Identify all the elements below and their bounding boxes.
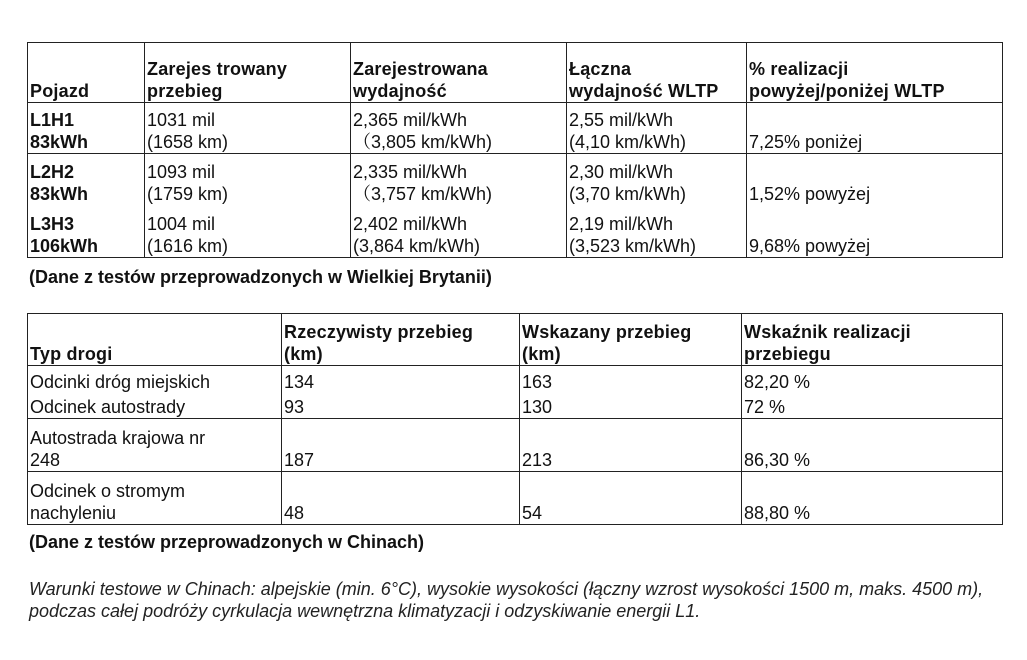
road-type-cell: Autostrada krajowa nr 248 bbox=[28, 419, 282, 472]
table-row bbox=[28, 393, 1003, 419]
china-table-caption: (Dane z testów przeprowadzonych w Chinach) bbox=[29, 532, 425, 552]
table-row bbox=[28, 205, 1003, 258]
range-ratio-cell: 72 % bbox=[742, 393, 1003, 419]
header-indicated-range: Wskazany przebieg (km) bbox=[520, 314, 742, 366]
header-road-type: Typ drogi bbox=[28, 314, 282, 366]
vehicle-cell: L1H1 83kWh bbox=[28, 103, 145, 154]
uk-table-caption: (Dane z testów przeprowadzonych w Wielkiej Brytanii) bbox=[29, 267, 492, 287]
header-range-ratio: Wskaźnik realizacji przebiegu bbox=[742, 314, 1003, 366]
actual-range-cell: 93 bbox=[282, 393, 520, 419]
range-cell: 1004 mil (1616 km) bbox=[145, 205, 351, 258]
table-row bbox=[28, 103, 1003, 154]
table-row bbox=[28, 472, 1003, 525]
table2-header-row bbox=[28, 314, 1003, 366]
test-conditions-note: Warunki testowe w Chinach: alpejskie (min. 6°C), wysokie wysokości (łączny wzrost wysokości 1500 m, maks. 4500 m), podczas całej podróży cyrkulacja wewnętrzna klimatyzacji i odzyskiwanie energii L1. bbox=[29, 579, 984, 621]
wltp-cell: 2,30 mil/kWh (3,70 km/kWh) bbox=[567, 154, 747, 205]
road-type-cell: Odcinki dróg miejskich bbox=[28, 366, 282, 393]
indicated-range-cell: 130 bbox=[520, 393, 742, 419]
wltp-cell: 2,19 mil/kWh (3,523 km/kWh) bbox=[567, 205, 747, 258]
table-row bbox=[28, 154, 1003, 205]
range-ratio-cell: 82,20 % bbox=[742, 366, 1003, 393]
realization-cell: 9,68% powyżej bbox=[747, 205, 1003, 258]
uk-test-table bbox=[27, 42, 1003, 258]
efficiency-cell: 2,365 mil/kWh （3,805 km/kWh) bbox=[351, 103, 567, 154]
table-row bbox=[28, 366, 1003, 393]
road-type-cell: Odcinek autostrady bbox=[28, 393, 282, 419]
table-row bbox=[28, 419, 1003, 472]
indicated-range-cell: 163 bbox=[520, 366, 742, 393]
vehicle-cell: L2H2 83kWh bbox=[28, 154, 145, 205]
table1-header-row bbox=[28, 43, 1003, 103]
header-realization: % realizacji powyżej/poniżej WLTP bbox=[747, 43, 1003, 103]
actual-range-cell: 48 bbox=[282, 472, 520, 525]
header-wltp-efficiency: Łączna wydajność WLTP bbox=[567, 43, 747, 103]
range-cell: 1093 mil (1759 km) bbox=[145, 154, 351, 205]
actual-range-cell: 134 bbox=[282, 366, 520, 393]
realization-cell: 1,52% powyżej bbox=[747, 154, 1003, 205]
vehicle-cell: L3H3 106kWh bbox=[28, 205, 145, 258]
road-type-cell: Odcinek o stromym nachyleniu bbox=[28, 472, 282, 525]
header-vehicle: Pojazd bbox=[28, 43, 145, 103]
indicated-range-cell: 213 bbox=[520, 419, 742, 472]
header-actual-range: Rzeczywisty przebieg (km) bbox=[282, 314, 520, 366]
header-recorded-efficiency: Zarejestrowana wydajność bbox=[351, 43, 567, 103]
header-recorded-range: Zarejes trowany przebieg bbox=[145, 43, 351, 103]
range-ratio-cell: 88,80 % bbox=[742, 472, 1003, 525]
efficiency-cell: 2,402 mil/kWh (3,864 km/kWh) bbox=[351, 205, 567, 258]
range-ratio-cell: 86,30 % bbox=[742, 419, 1003, 472]
efficiency-cell: 2,335 mil/kWh （3,757 km/kWh) bbox=[351, 154, 567, 205]
wltp-cell: 2,55 mil/kWh (4,10 km/kWh) bbox=[567, 103, 747, 154]
china-test-table bbox=[27, 313, 1003, 525]
range-cell: 1031 mil (1658 km) bbox=[145, 103, 351, 154]
actual-range-cell: 187 bbox=[282, 419, 520, 472]
realization-cell: 7,25% poniżej bbox=[747, 103, 1003, 154]
indicated-range-cell: 54 bbox=[520, 472, 742, 525]
